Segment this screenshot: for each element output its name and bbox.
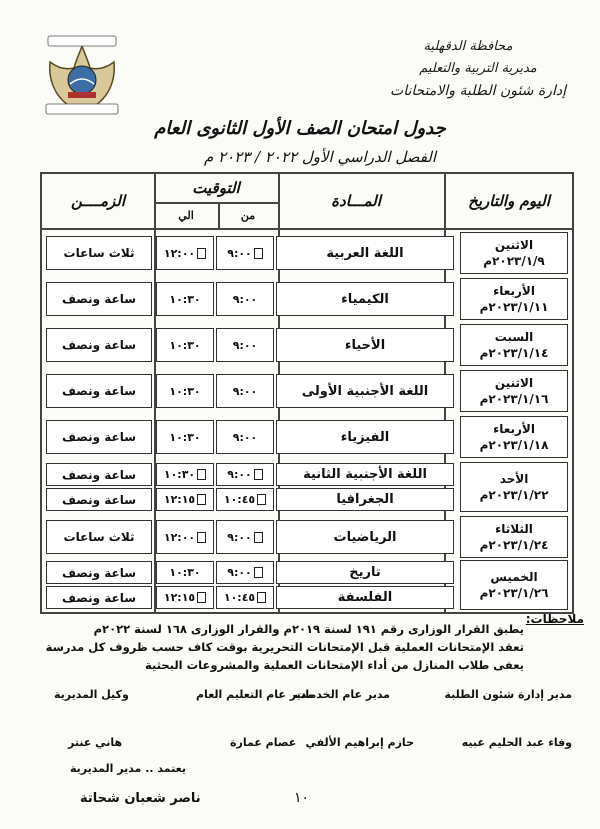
duration-cell: ساعة ونصف	[46, 282, 152, 316]
exam-date: ٢٠٢٣/١/١١م	[479, 300, 549, 314]
start-time: ٩:٠٠	[227, 468, 252, 481]
start-time-cell	[216, 561, 274, 584]
end-time: ١٢:١٥	[163, 591, 196, 604]
exam-date: ٢٠٢٣/١/٢٦م	[479, 586, 549, 600]
approval-label: يعتمد .. مدير المديرية	[70, 762, 186, 775]
subject-cell: اللغة الأجنبية الثانية	[276, 463, 454, 486]
end-time-cell	[156, 236, 214, 270]
signature-title: مدير عام التعليم العام	[196, 688, 314, 701]
checkbox-icon	[254, 532, 263, 543]
day-cell	[460, 516, 568, 558]
end-time: ١٢:٠٠	[163, 530, 196, 544]
signature-title: وكيل المديرية	[54, 688, 129, 701]
day-name: الثلاثاء	[495, 522, 533, 536]
subject-cell: الفلسفة	[276, 586, 454, 609]
day-cell	[460, 416, 568, 458]
end-time-cell	[156, 586, 214, 609]
end-time-cell	[156, 488, 214, 511]
table-row	[42, 324, 572, 366]
department-line: إدارة شئون الطلبة والامتحانات	[390, 83, 566, 99]
header-to: الي	[178, 208, 194, 222]
exam-date: ٢٠٢٣/١/١٤م	[479, 346, 549, 360]
note-item: يطبق القرار الوزارى رقم ١٩١ لسنة ٢٠١٩م والقرار الوزارى ١٦٨ لسنة ٢٠٢٢م	[93, 622, 524, 636]
end-time-cell: ١٠:٣٠	[156, 328, 214, 362]
duration-cell: ساعة ونصف	[46, 328, 152, 362]
day-name: الخميس	[490, 570, 538, 584]
director-name: ناصر شعبان شحاتة	[80, 791, 201, 806]
table-row	[42, 278, 572, 320]
table-row	[42, 416, 572, 458]
subject-cell: الرياضيات	[276, 520, 454, 554]
governorate-logo-icon	[40, 34, 124, 118]
table-row	[42, 560, 572, 610]
day-name: السبت	[494, 330, 534, 344]
start-time-cell: ٩:٠٠	[216, 374, 274, 408]
checkbox-icon	[197, 469, 206, 480]
table-row	[42, 232, 572, 274]
column-divider	[218, 202, 220, 228]
start-time: ٩:٠٠	[227, 566, 252, 579]
signatory-name: حازم إبراهيم الألفي	[305, 736, 414, 749]
signature-title: مدير عام الخدمات	[294, 688, 390, 701]
table-row	[42, 516, 572, 558]
ministry-header	[378, 36, 578, 102]
header-day-date: اليوم والتاريخ	[468, 192, 550, 210]
end-time-cell	[156, 463, 214, 486]
checkbox-icon	[197, 592, 206, 603]
checkbox-icon	[197, 532, 206, 543]
row-divider	[154, 202, 278, 204]
start-time: ١٠:٤٥	[223, 591, 256, 604]
end-time-cell: ١٠:٣٠	[156, 420, 214, 454]
start-time: ١٠:٤٥	[223, 493, 256, 506]
day-cell	[460, 462, 568, 512]
checkbox-icon	[257, 494, 266, 505]
end-time: ١٢:١٥	[163, 493, 196, 506]
signatory-name: عصام عمارة	[230, 736, 297, 749]
page-title: جدول امتحان الصف الأول الثانوى العام	[154, 118, 446, 139]
subject-cell: تاريخ	[276, 561, 454, 584]
day-name: الاثنين	[494, 238, 534, 252]
end-time: ١٢:٠٠	[163, 246, 196, 260]
duration-cell: ثلاث ساعات	[46, 520, 152, 554]
note-item: تعقد الإمتحانات العملية قبل الإمتحانات التحريرية بوقت كاف حسب ظروف كل مدرسة	[45, 640, 524, 654]
signatory-name: هاني عنتر	[68, 736, 123, 749]
subject-cell: الجغرافيا	[276, 488, 454, 511]
day-cell	[460, 560, 568, 610]
page-number: ١٠	[294, 790, 310, 806]
day-cell	[460, 278, 568, 320]
start-time-cell	[216, 520, 274, 554]
day-cell	[460, 324, 568, 366]
header-from: من	[240, 208, 256, 222]
checkbox-icon	[257, 592, 266, 603]
start-time-cell: ٩:٠٠	[216, 328, 274, 362]
header-timing: التوقيت	[192, 179, 240, 197]
start-time-cell: ٩:٠٠	[216, 282, 274, 316]
duration-cell: ساعة ونصف	[46, 420, 152, 454]
duration-cell: ساعة ونصف	[46, 561, 152, 584]
checkbox-icon	[254, 469, 263, 480]
start-time-cell	[216, 488, 274, 511]
exam-date: ٢٠٢٣/١/٩م	[483, 254, 545, 268]
subject-cell: اللغة الأجنبية الأولى	[276, 374, 454, 408]
governorate-line: محافظة الدقهلية	[423, 39, 513, 54]
start-time-cell	[216, 586, 274, 609]
start-time: ٩:٠٠	[227, 530, 252, 544]
checkbox-icon	[254, 248, 263, 259]
day-name: الأحد	[499, 472, 529, 486]
signatory-name: وفاء عبد الحليم عبيه	[461, 736, 572, 749]
table-row	[42, 462, 572, 512]
subject-cell: الكيمياء	[276, 282, 454, 316]
row-divider	[42, 228, 572, 230]
header-subject: المـــادة	[331, 192, 381, 210]
subject-cell: الفيزياء	[276, 420, 454, 454]
signature-title: مدير إدارة شئون الطلبة	[444, 688, 572, 701]
subject-cell: الأحياء	[276, 328, 454, 362]
day-cell	[460, 370, 568, 412]
page-subtitle: الفصل الدراسي الأول ٢٠٢٢ / ٢٠٢٣ م	[203, 148, 437, 166]
subject-cell: اللغة العربية	[276, 236, 454, 270]
checkbox-icon	[197, 494, 206, 505]
end-time-cell: ١٠:٣٠	[156, 374, 214, 408]
table-row	[42, 370, 572, 412]
checkbox-icon	[197, 248, 206, 259]
day-name: الأربعاء	[493, 422, 535, 436]
header-duration: الزمــــن	[70, 192, 126, 210]
end-time-cell: ١٠:٣٠	[156, 561, 214, 584]
duration-cell: ساعة ونصف	[46, 463, 152, 486]
duration-cell: ساعة ونصف	[46, 488, 152, 511]
checkbox-icon	[254, 567, 263, 578]
note-item: يعفى طلاب المنازل من أداء الإمتحانات العملية والمشروعات البحثية	[145, 658, 524, 672]
start-time-cell: ٩:٠٠	[216, 420, 274, 454]
day-cell	[460, 232, 568, 274]
directorate-line: مديرية التربية والتعليم	[419, 61, 537, 76]
exam-date: ٢٠٢٣/١/٢٢م	[479, 488, 549, 502]
exam-date: ٢٠٢٣/١/١٦م	[479, 392, 549, 406]
exam-date: ٢٠٢٣/١/٢٤م	[479, 538, 549, 552]
start-time-cell	[216, 463, 274, 486]
day-name: الأربعاء	[493, 284, 535, 298]
schedule-table	[40, 172, 574, 614]
duration-cell: ساعة ونصف	[46, 586, 152, 609]
start-time-cell	[216, 236, 274, 270]
end-time: ١٠:٣٠	[163, 468, 196, 481]
day-name: الاثنين	[494, 376, 534, 390]
end-time-cell	[156, 520, 214, 554]
start-time: ٩:٠٠	[227, 246, 252, 260]
end-time-cell: ١٠:٣٠	[156, 282, 214, 316]
duration-cell: ساعة ونصف	[46, 374, 152, 408]
notes-label: ملاحظات:	[525, 612, 584, 626]
exam-date: ٢٠٢٣/١/١٨م	[479, 438, 549, 452]
duration-cell: ثلاث ساعات	[46, 236, 152, 270]
